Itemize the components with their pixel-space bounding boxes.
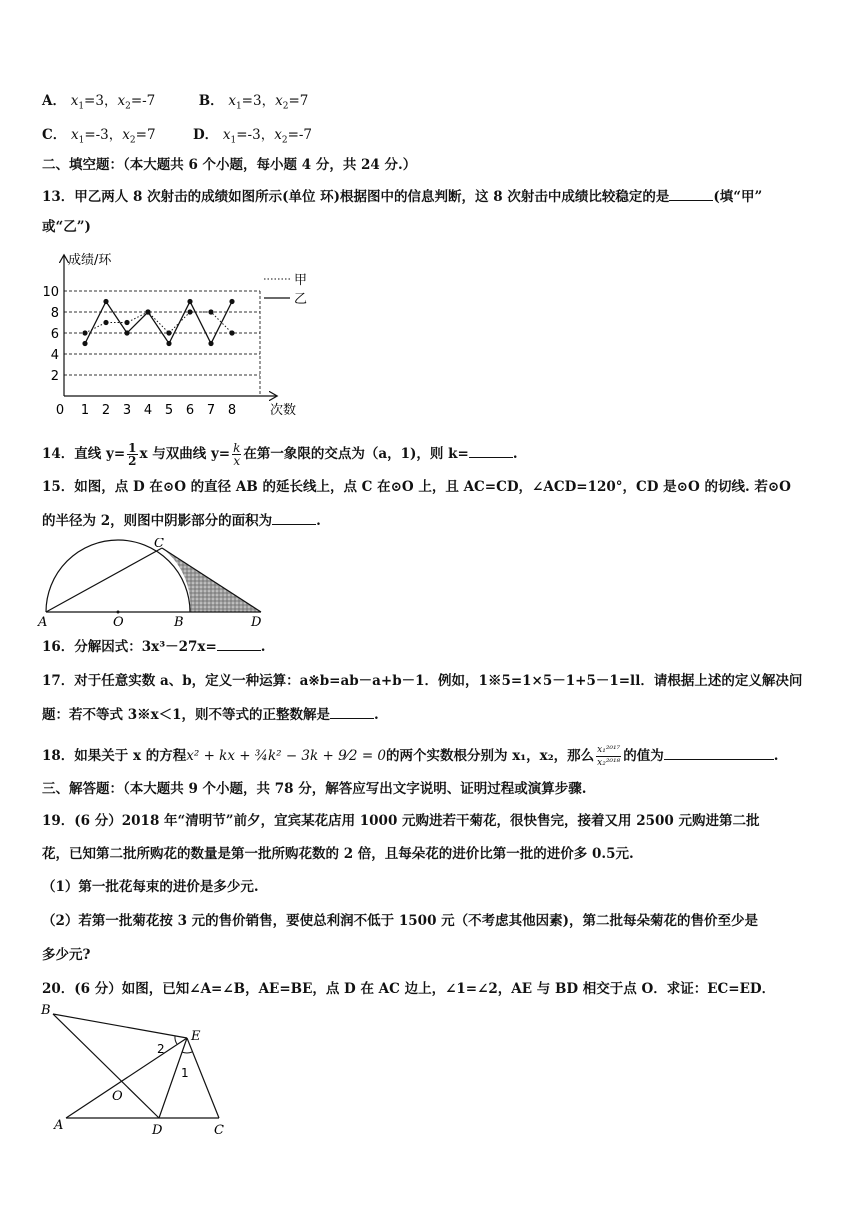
- label-B: B: [174, 615, 184, 630]
- q18-pre: 18．如果关于 x 的方程: [42, 748, 187, 764]
- label-D: D: [152, 1123, 163, 1138]
- q14-k-den: x: [233, 454, 241, 468]
- q17-line2: [42, 706, 379, 724]
- data-point: [166, 341, 171, 346]
- data-point: [208, 341, 213, 346]
- x-tick-label: 5: [164, 403, 174, 418]
- y-axis-label: 成绩/环: [68, 253, 112, 268]
- answer-blank: [469, 445, 513, 458]
- center-point: [117, 611, 120, 614]
- option-c-x1: =-3，: [84, 127, 123, 143]
- label-A: A: [54, 1118, 64, 1133]
- section-3-heading: 三、解答题：（本大题共 9 个小题，共 78 分，解答应写出文字说明、证明过程或演算步骤.: [42, 781, 587, 797]
- label-O: O: [113, 615, 124, 630]
- label-D: D: [251, 615, 262, 630]
- label-B: B: [41, 1003, 51, 1018]
- answer-blank: [272, 512, 316, 525]
- q17-line1: 17．对于任意实数 a、b，定义一种运算：a※b=ab－a+b－1．例如，1※5=1×5－1+5－1=ll．请根据上述的定义解决问: [42, 673, 803, 689]
- q20-line1: 20．(6 分）如图，已知∠A=∠B，AE=BE，点 D 在 AC 边上，∠1=∠2，AE 与 BD 相交于点 O．求证：EC=ED．: [42, 981, 776, 997]
- x-tick-label: 7: [206, 403, 216, 418]
- label-O: O: [112, 1089, 123, 1104]
- label-angle-2: 2: [157, 1042, 165, 1056]
- q17-line2-text: 题：若不等式 3※x＜1，则不等式的正整数解是: [42, 707, 331, 723]
- q18-ratio-num: x₁²⁰¹⁷: [597, 745, 621, 755]
- x-tick-label: 2: [101, 403, 111, 418]
- q13-line1-tail: (填“甲”: [713, 189, 763, 205]
- option-a-x2: =-7: [130, 93, 156, 109]
- option-b-label: B．: [198, 93, 224, 109]
- label-C: C: [214, 1123, 224, 1138]
- x-tick-label: 8: [227, 403, 237, 418]
- option-d-x2: =-7: [287, 127, 313, 143]
- x-tick-label: 0: [55, 403, 65, 418]
- q14-post: 在第一象限的交点为（a，1)，则 k=: [243, 446, 469, 462]
- label-E: E: [191, 1029, 201, 1044]
- q16-text: [42, 638, 266, 656]
- chart-legend: [264, 273, 307, 307]
- q16-end: .: [260, 639, 266, 655]
- option-row-ab: A． $x_1=3$，$x_2=-7$ B． $x_1=3$，$x_2=7$: [42, 93, 309, 112]
- q20-figure: [36, 1002, 246, 1142]
- data-point: [187, 299, 192, 304]
- option-a-label: A．: [42, 93, 66, 109]
- q17-end: .: [374, 707, 379, 723]
- data-point: [166, 330, 171, 335]
- line-AC: [46, 548, 162, 612]
- q18-mid: 的两个实数根分别为 x₁，x₂，那么: [386, 748, 595, 764]
- option-row-cd: C． $x_1=-3$，$x_2=7$ D． $x_1=-3$，$x_2=-7$: [42, 127, 313, 146]
- q14-k-num: k: [233, 441, 241, 455]
- angle-2-arc: [175, 1036, 177, 1044]
- legend-yi-label: 乙: [294, 292, 308, 307]
- chart-ticks: [42, 285, 236, 418]
- angle-1-arc: [182, 1052, 192, 1053]
- chart-series: [82, 299, 234, 346]
- data-point: [208, 309, 213, 314]
- q13-line1: 13．甲乙两人 8 次射击的成绩如图所示(单位 环)根据图中的信息判断，这 8 次射击中成绩比较稳定的是: [42, 189, 670, 205]
- x-tick-label: 3: [122, 403, 132, 418]
- y-tick-label: 10: [42, 285, 59, 300]
- data-point: [82, 330, 87, 335]
- legend-jia-label: 甲: [294, 273, 308, 288]
- q19-sub2-line2: 多少元?: [42, 947, 91, 963]
- q19-sub1: （1）第一批花每束的进价是多少元.: [42, 879, 259, 895]
- x-tick-label: 1: [80, 403, 90, 418]
- answer-blank: [664, 747, 774, 760]
- q13-line2: 或“乙”): [42, 219, 91, 235]
- answer-blank: [330, 706, 374, 719]
- q19-line1: 19．(6 分）2018 年“清明节”前夕，宜宾某花店用 1000 元购进若干菊花，很快售完，接着又用 2500 元购进第二批: [42, 813, 760, 829]
- q13-text: [42, 188, 762, 206]
- answer-blank: [669, 188, 713, 201]
- option-b-x1: =3，: [241, 93, 276, 109]
- data-point: [229, 330, 234, 335]
- q18-text: [42, 742, 778, 770]
- x-tick-label: 6: [185, 403, 195, 418]
- section-2-heading: 二、填空题：（本大题共 6 个小题，每小题 4 分，共 24 分.）: [42, 157, 417, 173]
- option-c-label: C．: [42, 127, 67, 143]
- label-angle-1: 1: [181, 1066, 189, 1080]
- option-c-x2: =7: [135, 127, 156, 143]
- q14-text: [42, 436, 518, 472]
- q16-pre: 16．分解因式：3x³－27x=: [42, 639, 217, 655]
- q18-end: .: [773, 748, 779, 764]
- x-tick-label: 4: [143, 403, 153, 418]
- data-point: [103, 299, 108, 304]
- semicircle-arc: [46, 540, 190, 612]
- option-a-x1: =3，: [84, 93, 118, 109]
- data-point: [82, 341, 87, 346]
- y-tick-label: 6: [50, 327, 59, 342]
- q18-ratio-den: x₂²⁰¹⁸: [597, 758, 621, 768]
- y-tick-label: 4: [50, 348, 59, 363]
- option-d-x1: =-3，: [236, 127, 275, 143]
- q15-line1: 15．如图，点 D 在⊙O 的直径 AB 的延长线上，点 C 在⊙O 上，且 AC=CD，∠ACD=120°，CD 是⊙O 的切线. 若⊙O: [42, 479, 791, 495]
- chart-grid: [64, 291, 260, 396]
- q15-line2-text: 的半径为 2，则图中阴影部分的面积为: [42, 513, 273, 529]
- data-point: [229, 299, 234, 304]
- data-point: [124, 330, 129, 335]
- y-tick-label: 2: [50, 369, 59, 384]
- option-d-label: D．: [192, 127, 219, 143]
- q14-frac-num: 1: [128, 441, 137, 455]
- data-point: [187, 309, 192, 314]
- option-b-x2: =7: [288, 93, 309, 109]
- line-AE: [66, 1038, 187, 1118]
- label-A: A: [38, 615, 48, 630]
- data-point: [103, 320, 108, 325]
- x-axis-label: 次数: [270, 403, 297, 418]
- q15-end: .: [316, 513, 321, 529]
- q14-mid: x 与双曲线 y=: [139, 446, 231, 462]
- answer-blank: [217, 638, 261, 651]
- q19-line2: 花，已知第二批所购花的数量是第一批所购花数的 2 倍，且每朵花的进价比第一批的进价多 0.5元.: [42, 846, 634, 862]
- line-EC: [187, 1038, 219, 1118]
- q15-figure: [36, 538, 276, 630]
- q18-post: 的值为: [623, 748, 664, 764]
- q14-pre: 14．直线 y=: [42, 446, 126, 462]
- score-line-chart: [38, 248, 318, 423]
- q15-line2: [42, 512, 321, 530]
- q18-equation: x² + kx + ¾k² − 3k + 9⁄2 = 0: [186, 748, 387, 764]
- q14-end: .: [512, 446, 518, 462]
- y-tick-label: 8: [50, 306, 59, 321]
- q14-frac-den: 2: [128, 454, 137, 468]
- label-C: C: [154, 538, 164, 551]
- data-point: [145, 309, 150, 314]
- data-point: [124, 320, 129, 325]
- q19-sub2-line1: （2）若第一批菊花按 3 元的售价销售，要使总利润不低于 1500 元（不考虑其他因素)，第二批每朵菊花的售价至少是: [42, 913, 759, 929]
